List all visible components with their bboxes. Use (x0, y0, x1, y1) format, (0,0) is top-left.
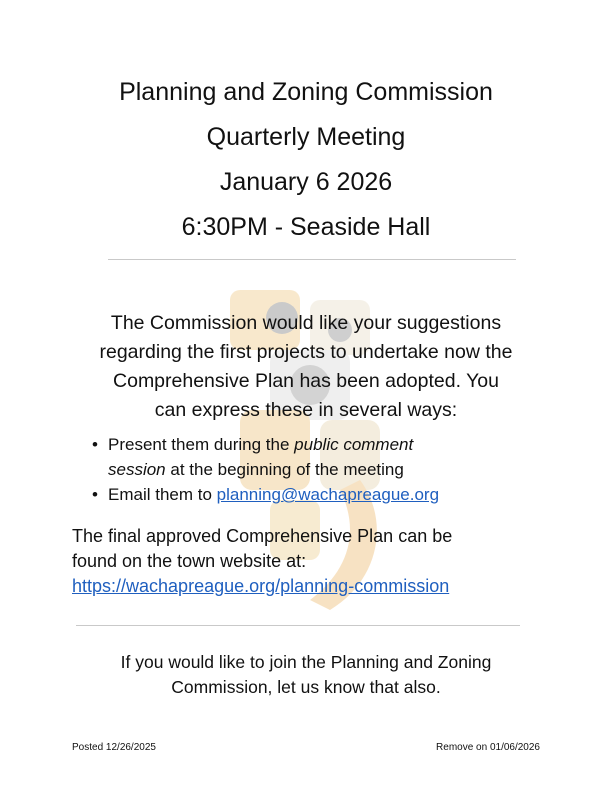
plan-text-line: The final approved Comprehensive Plan can be (72, 526, 453, 546)
commission-title: Planning and Zoning Commission (119, 78, 493, 106)
plan-info-paragraph (72, 524, 542, 599)
suggestion-methods-list (92, 432, 532, 507)
meeting-title-block (0, 70, 612, 250)
bullet-text: Present them during the (108, 435, 295, 454)
bullet-text: at the beginning of the meeting (165, 460, 404, 479)
intro-line: regarding the first projects to undertake now the (99, 341, 513, 363)
bullet-emphasis: session (108, 460, 166, 479)
list-item (92, 482, 532, 507)
intro-line: can express these in several ways: (154, 399, 458, 421)
intro-line: The Commission would like your suggestions (110, 312, 502, 334)
bullet-text-line (108, 482, 532, 507)
posted-date: Posted 12/26/2025 (72, 742, 156, 753)
list-item (92, 432, 532, 482)
bottom-divider (76, 625, 520, 626)
meeting-type: Quarterly Meeting (206, 123, 406, 151)
join-paragraph (0, 650, 612, 700)
bullet-icon: • (92, 485, 98, 504)
join-text-line: Commission, let us know that also. (171, 677, 441, 697)
meeting-time-location: 6:30PM - Seaside Hall (181, 213, 431, 241)
email-link[interactable]: planning@wachapreague.org (216, 485, 440, 504)
website-link[interactable]: https://wachapreague.org/planning-commission (72, 576, 450, 596)
bullet-text: Email them to (108, 485, 217, 504)
plan-text-line (72, 574, 542, 599)
plan-text-line: found on the town website at: (72, 551, 307, 571)
meeting-date: January 6 2026 (219, 168, 393, 196)
top-divider (108, 259, 516, 260)
bullet-text-line (108, 457, 532, 482)
intro-paragraph (60, 309, 552, 425)
bullet-text-line (108, 432, 532, 457)
intro-line: Comprehensive Plan has been adopted. You (113, 370, 499, 392)
bullet-emphasis: public comment (294, 435, 414, 454)
bullet-icon: • (92, 435, 98, 454)
remove-date: Remove on 01/06/2026 (436, 742, 540, 753)
join-text-line: If you would like to join the Planning and Zoning (120, 652, 492, 672)
